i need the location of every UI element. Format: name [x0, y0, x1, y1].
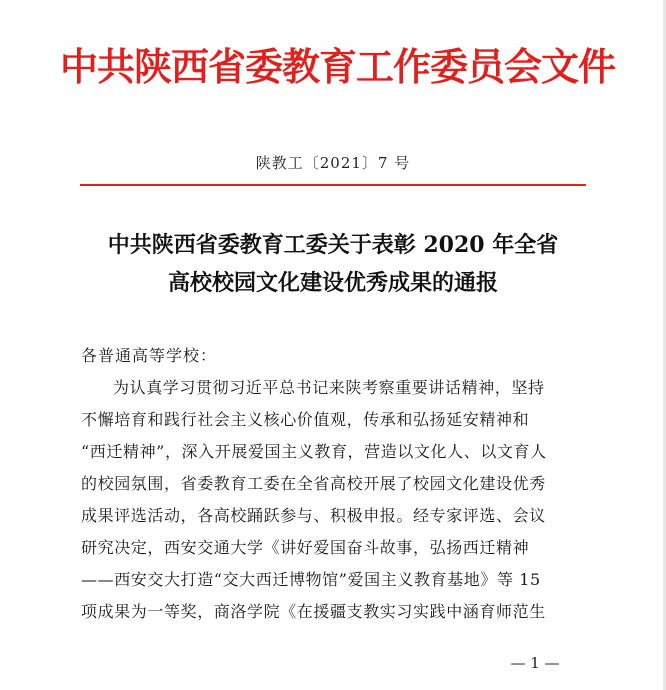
- notice-title-line-2: 高校校园文化建设优秀成果的通报: [167, 270, 498, 296]
- salutation: 各普通高等学校：: [81, 346, 218, 365]
- red-divider-line: [80, 184, 586, 186]
- notice-title-line-1: 中共陕西省委教育工委关于表彰 2020 年全省: [107, 232, 559, 258]
- body-paragraph-line: 研究决定，西安交通大学《讲好爱国奋斗故事，弘扬西迁精神: [81, 538, 530, 557]
- page-number: — 1 —: [510, 654, 560, 672]
- body-paragraph-line: 的校园氛围，省委教育工委在全省高校开展了校园文化建设优秀: [81, 474, 546, 493]
- body-paragraph-line: 不懈培育和践行社会主义核心价值观，传承和弘扬延安精神和: [81, 410, 530, 429]
- body-paragraph-line: “西迁精神”，深入开展爱国主义教育，营造以文化人、以文育人: [81, 442, 547, 461]
- body-paragraph-line: 成果评选活动，各高校踊跃参与、积极申报。经专家评选、会议: [81, 506, 546, 525]
- body-paragraph-line: 为认真学习贯彻习近平总书记来陕考察重要讲话精神，坚持: [113, 378, 545, 397]
- document-number: 陕教工〔2021〕7 号: [255, 154, 411, 172]
- body-paragraph-line: ——西安交大打造“交大西迁博物馆”爱国主义教育基地》等 15: [81, 570, 541, 589]
- document-header-title: 中共陕西省委教育工作委员会文件: [60, 44, 616, 89]
- body-paragraph-line: 项成果为一等奖，商洛学院《在援疆支教实习实践中涵育师范生: [81, 602, 546, 621]
